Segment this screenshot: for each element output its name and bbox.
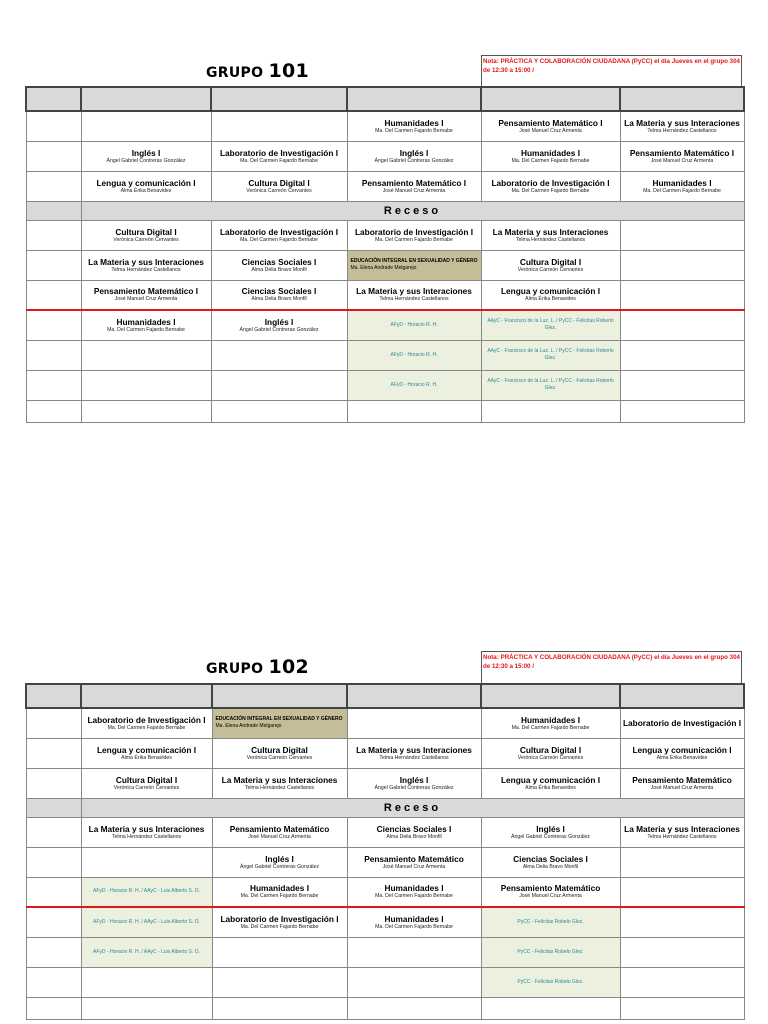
class-cell xyxy=(347,937,481,967)
time-cell xyxy=(26,877,81,907)
teacher-name: Alma Delia Bravo Monfil xyxy=(522,863,579,870)
group-title xyxy=(206,60,309,82)
activity-cell xyxy=(81,877,212,907)
esg-class-cell xyxy=(347,250,481,280)
time-cell xyxy=(26,280,81,310)
subject-name: Inglés I xyxy=(399,147,429,158)
teacher-name: José Manuel Cruz Armenta xyxy=(248,833,311,840)
class-cell xyxy=(212,877,347,907)
group-title-word: GRUPO xyxy=(206,661,264,677)
activity-text: AFyD - Horacio R. H. / AAyC - Luis Alberto S. O. xyxy=(93,948,200,955)
class-cell xyxy=(212,817,347,847)
table-row xyxy=(26,817,744,847)
subject-name: Pensamiento Matemático xyxy=(229,823,330,834)
class-cell xyxy=(212,907,347,937)
subject-name: Laboratorio de Investigación I xyxy=(219,226,339,237)
class-cell xyxy=(347,907,481,937)
subject-name: Ciencias Sociales I xyxy=(241,256,317,267)
time-cell xyxy=(26,907,81,937)
time-cell xyxy=(26,370,81,400)
table-row xyxy=(26,738,744,768)
subject-name: Laboratorio de Investigación I xyxy=(622,718,742,729)
activity-text: AFyD - Horacio R. H. xyxy=(390,321,438,328)
class-cell xyxy=(347,997,481,1019)
class-cell xyxy=(620,768,744,798)
pycc-note: Nota: PRÁCTICA Y COLABORACIÓN CIUDADANA (PyCC) el día Jueves en el grupo 304 de 12:30 a 15:00 / xyxy=(481,55,742,87)
time-cell xyxy=(26,937,81,967)
teacher-name: Telma Hernández Castellanos xyxy=(379,754,449,761)
header-cell xyxy=(481,684,620,708)
class-cell xyxy=(620,708,744,738)
teacher-name: Verónica Carreón Cervantes xyxy=(246,187,312,194)
teacher-name: Alma Érika Benavides xyxy=(656,754,708,761)
subject-name: Ciencias Sociales I xyxy=(513,853,588,864)
subject-name: Lengua y comunicación I xyxy=(632,744,732,755)
subject-name: Humanidades I xyxy=(384,913,444,924)
class-cell xyxy=(81,817,212,847)
activity-text: PyCC - Felicitas Robelo Glez. xyxy=(517,948,584,955)
teacher-name: José Manuel Cruz Armenta xyxy=(650,784,714,791)
class-cell xyxy=(211,310,347,340)
teacher-name: José Manuel Cruz Armenta xyxy=(519,127,582,134)
subject-name: Inglés I xyxy=(265,853,294,864)
class-cell xyxy=(81,370,211,400)
subject-name: La Materia y sus Interaciones xyxy=(624,117,740,128)
header-cell xyxy=(211,87,347,111)
header-cell xyxy=(347,684,481,708)
class-cell xyxy=(481,171,620,201)
subject-name: La Materia y sus Interaciones xyxy=(624,823,740,834)
time-cell xyxy=(26,201,81,220)
teacher-name: Verónica Carreón Cervantes xyxy=(246,754,313,761)
subject-name: La Materia y sus Interaciones xyxy=(356,286,472,297)
subject-name: La Materia y sus Interaciones xyxy=(356,744,472,755)
time-cell xyxy=(26,111,81,141)
class-cell xyxy=(620,877,744,907)
subject-name: Humanidades I xyxy=(384,117,444,128)
teacher-name: Alma Delia Bravo Monfil xyxy=(251,266,307,273)
class-cell xyxy=(211,370,347,400)
table-row xyxy=(26,340,744,370)
class-cell xyxy=(620,817,744,847)
class-cell xyxy=(481,141,620,171)
teacher-name: Verónica Carreón Cervantes xyxy=(113,236,179,243)
teacher-name: Ángel Gabriel Contreras González xyxy=(239,326,319,333)
table-row xyxy=(26,877,744,907)
class-cell xyxy=(81,111,211,141)
table-row xyxy=(26,111,744,141)
pycc-note: Nota: PRÁCTICA Y COLABORACIÓN CIUDADANA (PyCC) el día Jueves en el grupo 304 de 12:30 a 15:00 / xyxy=(481,651,742,683)
subject-name: Laboratorio de Investigación I xyxy=(220,913,339,924)
activity-cell xyxy=(347,370,481,400)
class-cell xyxy=(81,250,211,280)
teacher-name: Alma Érika Benavides xyxy=(525,784,576,791)
subject-name: Cultura Digital I xyxy=(519,256,582,267)
class-cell xyxy=(481,738,620,768)
subject-name: Humanidades I xyxy=(116,316,176,327)
time-cell xyxy=(26,250,81,280)
class-cell xyxy=(81,847,212,877)
class-cell xyxy=(481,400,620,422)
header-cell xyxy=(347,87,481,111)
class-cell xyxy=(212,768,347,798)
subject-name: Pensamiento Matemático xyxy=(364,853,464,864)
schedule-table-102 xyxy=(25,683,745,1020)
time-cell xyxy=(26,847,81,877)
subject-name: Pensamiento Matemático I xyxy=(361,177,467,188)
header-cell xyxy=(81,87,211,111)
header-cell xyxy=(620,684,744,708)
class-cell xyxy=(81,997,212,1019)
table-row xyxy=(26,967,744,997)
activity-cell xyxy=(481,967,620,997)
teacher-name: Telma Hernández Castellanos xyxy=(515,236,586,243)
class-cell xyxy=(81,310,211,340)
teacher-name: Verónica Carreón Cervantes xyxy=(517,754,584,761)
class-cell xyxy=(620,310,744,340)
subject-name: EDUCACIÓN INTEGRAL EN SEXUALIDAD Y GÉNERO xyxy=(215,716,343,723)
table-row xyxy=(26,370,744,400)
teacher-name: Telma Hernández Castellanos xyxy=(379,296,449,303)
subject-name: La Materia y sus Interaciones xyxy=(492,226,609,237)
class-cell xyxy=(620,250,744,280)
subject-name: Humanidades I xyxy=(520,147,580,158)
class-cell xyxy=(481,250,620,280)
class-cell xyxy=(347,738,481,768)
table-row xyxy=(26,708,744,738)
teacher-name: Ma. Del Carmen Fajardo Bernabe xyxy=(375,236,453,243)
activity-cell xyxy=(481,340,620,370)
class-cell xyxy=(211,340,347,370)
teacher-name: Ma. Elena Andrade Melgarejo xyxy=(350,265,417,271)
class-cell xyxy=(620,400,744,422)
teacher-name: Ma. Del Carmen Fajardo Bernabe xyxy=(511,724,590,731)
header-row xyxy=(26,87,744,111)
subject-name: Laboratorio de Investigación I xyxy=(354,226,474,237)
activity-cell xyxy=(481,907,620,937)
class-cell xyxy=(211,400,347,422)
time-cell xyxy=(26,997,81,1019)
class-cell xyxy=(620,738,744,768)
class-cell xyxy=(481,708,620,738)
class-cell xyxy=(620,141,744,171)
class-cell xyxy=(81,280,211,310)
class-cell xyxy=(347,708,481,738)
class-cell xyxy=(212,847,347,877)
class-cell xyxy=(81,220,211,250)
time-cell xyxy=(26,768,81,798)
subject-name: Cultura Digital I xyxy=(519,744,582,755)
subject-name: Humanidades I xyxy=(384,883,444,894)
time-cell xyxy=(26,817,81,847)
class-cell xyxy=(620,967,744,997)
class-cell xyxy=(620,111,744,141)
class-cell xyxy=(212,997,347,1019)
class-cell xyxy=(481,997,620,1019)
class-cell xyxy=(620,847,744,877)
subject-name: La Materia y sus Interaciones xyxy=(88,823,205,834)
teacher-name: José Manuel Cruz Armenta xyxy=(382,863,446,870)
activity-text: PyCC - Felicitas Robelo Glez. xyxy=(517,918,584,925)
class-cell xyxy=(481,220,620,250)
recess-label: Receso xyxy=(81,798,744,817)
header-cell xyxy=(26,684,81,708)
time-cell xyxy=(26,340,81,370)
class-cell xyxy=(347,280,481,310)
class-cell xyxy=(211,280,347,310)
teacher-name: Ma. Del Carmen Fajardo Bernabe xyxy=(375,127,453,134)
class-cell xyxy=(81,738,212,768)
esg-class-cell xyxy=(212,708,347,738)
table-row xyxy=(26,907,744,937)
activity-text: AAyC - Francisco de la Luz. L. / PyCC - Felicitas Roberlo Glez. xyxy=(487,378,614,391)
group-title-number: 101 xyxy=(268,60,310,82)
class-cell xyxy=(347,877,481,907)
class-cell xyxy=(481,847,620,877)
time-cell xyxy=(26,738,81,768)
teacher-name: Ángel Gabriel Contreras González xyxy=(106,157,186,164)
subject-name: Humanidades I xyxy=(652,177,712,188)
table-row xyxy=(26,141,744,171)
time-cell xyxy=(26,141,81,171)
teacher-name: Ángel Gabriel Contreras González xyxy=(374,784,454,791)
subject-name: Laboratorio de Investigación I xyxy=(219,147,339,158)
subject-name: Pensamiento Matemático xyxy=(632,774,732,785)
subject-name: Lengua y comunicación I xyxy=(96,177,196,188)
subject-name: La Materia y sus Interaciones xyxy=(221,774,338,785)
class-cell xyxy=(211,220,347,250)
header-cell xyxy=(212,684,347,708)
teacher-name: Telma Hernández Castellanos xyxy=(647,127,717,134)
time-cell xyxy=(26,310,81,340)
class-cell xyxy=(620,340,744,370)
subject-name: Laboratorio de Investigación I xyxy=(87,714,206,725)
teacher-name: Telma Hernández Castellanos xyxy=(647,833,717,840)
table-row xyxy=(26,171,744,201)
time-cell xyxy=(26,400,81,422)
header-cell xyxy=(26,87,81,111)
class-cell xyxy=(81,141,211,171)
recess-row xyxy=(26,201,744,220)
group-title xyxy=(206,656,309,678)
class-cell xyxy=(212,738,347,768)
teacher-name: José Manuel Cruz Armenta xyxy=(114,296,178,303)
time-cell xyxy=(26,708,81,738)
subject-name: Cultura Digital I xyxy=(248,177,310,188)
class-cell xyxy=(81,967,212,997)
subject-name: La Materia y sus Interaciones xyxy=(88,256,204,267)
class-cell xyxy=(481,111,620,141)
class-cell xyxy=(481,768,620,798)
teacher-name: Telma Hernández Castellanos xyxy=(111,266,181,273)
class-cell xyxy=(212,937,347,967)
class-cell xyxy=(481,280,620,310)
teacher-name: Verónica Carreón Cervantes xyxy=(113,784,180,791)
activity-cell xyxy=(81,937,212,967)
subject-name: Pensamiento Matemático I xyxy=(629,147,735,158)
subject-name: Lengua y comunicación I xyxy=(500,774,601,785)
table-row xyxy=(26,997,744,1019)
class-cell xyxy=(81,768,212,798)
esg-cell-text xyxy=(348,258,481,272)
header-cell xyxy=(620,87,744,111)
schedule-table-101 xyxy=(25,86,745,423)
group-title-number: 102 xyxy=(268,656,310,678)
group-title-word: GRUPO xyxy=(206,65,264,81)
teacher-name: José Manuel Cruz Armenta xyxy=(519,893,582,900)
class-cell xyxy=(620,171,744,201)
teacher-name: Alma Érika Benavides xyxy=(120,187,172,194)
teacher-name: Ma. Del Carmen Fajardo Bernabe xyxy=(375,893,453,900)
teacher-name: Alma Delia Bravo Monfil xyxy=(251,296,307,303)
subject-name: Ciencias Sociales I xyxy=(376,823,452,834)
teacher-name: Ma. Del Carmen Fajardo Bernabe xyxy=(643,187,721,194)
class-cell xyxy=(347,817,481,847)
activity-text: AFyD - Horacio R. H. / AAyC - Luis Alberto S. O. xyxy=(93,888,200,895)
class-cell xyxy=(620,997,744,1019)
activity-text: AFyD - Horacio R. H. xyxy=(390,351,438,358)
class-cell xyxy=(211,111,347,141)
teacher-name: Ma. Del Carmen Fajardo Bernabe xyxy=(240,893,319,900)
activity-text: AAyC - Francisco de la Luz. L. / PyCC - Felicitas Roberlo Glez. xyxy=(487,318,614,332)
class-cell xyxy=(620,937,744,967)
class-cell xyxy=(481,877,620,907)
class-cell xyxy=(620,220,744,250)
subject-name: Humanidades I xyxy=(249,883,309,894)
subject-name: Laboratorio de Investigación I xyxy=(491,177,610,188)
activity-cell xyxy=(481,937,620,967)
esg-cell-text xyxy=(213,716,347,730)
subject-name: EDUCACIÓN INTEGRAL EN SEXUALIDAD Y GÉNERO xyxy=(350,258,478,264)
class-cell xyxy=(81,400,211,422)
class-cell xyxy=(620,907,744,937)
teacher-name: José Manuel Cruz Armenta xyxy=(650,157,714,164)
recess-row xyxy=(26,798,744,817)
class-cell xyxy=(347,171,481,201)
subject-name: Humanidades I xyxy=(520,714,580,725)
class-cell xyxy=(347,847,481,877)
activity-text: AAyC - Francisco de la Luz. L. / PyCC - Felicitas Roberlo Glez. xyxy=(487,348,614,361)
subject-name: Inglés I xyxy=(131,147,161,158)
subject-name: Cultura Digital I xyxy=(115,774,178,785)
header-cell xyxy=(481,87,620,111)
class-cell xyxy=(347,111,481,141)
activity-cell xyxy=(81,907,212,937)
table-row xyxy=(26,220,744,250)
time-cell xyxy=(26,171,81,201)
subject-name: Lengua y comunicación I xyxy=(500,286,601,297)
activity-text: PyCC - Felicitas Robelo Glez. xyxy=(517,978,584,985)
teacher-name: Ma. Elena Andrade Melgarejo xyxy=(215,723,282,730)
class-cell xyxy=(211,141,347,171)
table-row xyxy=(26,768,744,798)
recess-label: Receso xyxy=(81,201,744,220)
class-cell xyxy=(347,220,481,250)
time-cell xyxy=(26,967,81,997)
teacher-name: Ángel Gabriel Contreras González xyxy=(239,863,319,870)
teacher-name: Ma. Del Carmen Fajardo Bernabe xyxy=(375,923,453,930)
class-cell xyxy=(347,967,481,997)
activity-text: AFyD - Horacio R. H. / AAyC - Luis Alberto S. O. xyxy=(93,918,200,925)
teacher-name: José Manuel Cruz Armenta xyxy=(382,187,446,194)
activity-cell xyxy=(347,310,481,340)
subject-name: Cultura Digital I xyxy=(115,226,177,237)
class-cell xyxy=(211,171,347,201)
teacher-name: Ma. Del Carmen Fajardo Bernabe xyxy=(240,236,318,243)
class-cell xyxy=(81,171,211,201)
header-cell xyxy=(81,684,212,708)
table-row xyxy=(26,250,744,280)
activity-cell xyxy=(481,310,620,340)
table-row xyxy=(26,847,744,877)
teacher-name: Ángel Gabriel Contreras González xyxy=(374,157,454,164)
teacher-name: Alma Érika Benavides xyxy=(525,296,576,303)
teacher-name: Alma Érika Benavides xyxy=(121,754,172,761)
table-row xyxy=(26,400,744,422)
table-row xyxy=(26,280,744,310)
subject-name: Inglés I xyxy=(536,823,565,834)
subject-name: Pensamiento Matemático xyxy=(500,883,601,894)
subject-name: Lengua y comunicación I xyxy=(96,744,197,755)
subject-name: Pensamiento Matemático I xyxy=(498,117,603,128)
teacher-name: Ma. Del Carmen Fajardo Bernabe xyxy=(240,157,318,164)
teacher-name: Ma. Del Carmen Fajardo Bernabe xyxy=(107,724,186,731)
teacher-name: Telma Hernández Castellanos xyxy=(111,833,182,840)
activity-cell xyxy=(481,370,620,400)
teacher-name: Ma. Del Carmen Fajardo Bernabe xyxy=(107,326,185,333)
class-cell xyxy=(481,817,620,847)
table-row xyxy=(26,937,744,967)
subject-name: Inglés I xyxy=(399,774,429,785)
subject-name: Inglés I xyxy=(264,316,294,327)
class-cell xyxy=(81,340,211,370)
activity-cell xyxy=(347,340,481,370)
time-cell xyxy=(26,220,81,250)
teacher-name: Verónica Carreón Cervantes xyxy=(517,266,584,273)
class-cell xyxy=(347,141,481,171)
teacher-name: Ma. Del Carmen Fajardo Bernabe xyxy=(240,923,319,930)
teacher-name: Alma Delia Bravo Monfil xyxy=(386,833,442,840)
class-cell xyxy=(212,967,347,997)
header-row xyxy=(26,684,744,708)
class-cell xyxy=(347,400,481,422)
class-cell xyxy=(620,370,744,400)
class-cell xyxy=(81,708,212,738)
class-cell xyxy=(211,250,347,280)
time-cell xyxy=(26,798,81,817)
activity-text: AFyD - Horacio R. H. xyxy=(390,381,438,388)
subject-name: Pensamiento Matemático I xyxy=(93,286,199,297)
table-row xyxy=(26,310,744,340)
subject-name: Ciencias Sociales I xyxy=(241,286,317,297)
class-cell xyxy=(347,768,481,798)
teacher-name: Ángel Gabriel Contreras González xyxy=(510,833,590,840)
teacher-name: Ma. Del Carmen Fajardo Bernabe xyxy=(511,157,590,164)
subject-name: Cultura Digital xyxy=(251,744,308,755)
teacher-name: Ma. Del Carmen Fajardo Bernabe xyxy=(511,187,590,194)
teacher-name: Telma Hernández Castellanos xyxy=(244,784,315,791)
class-cell xyxy=(620,280,744,310)
